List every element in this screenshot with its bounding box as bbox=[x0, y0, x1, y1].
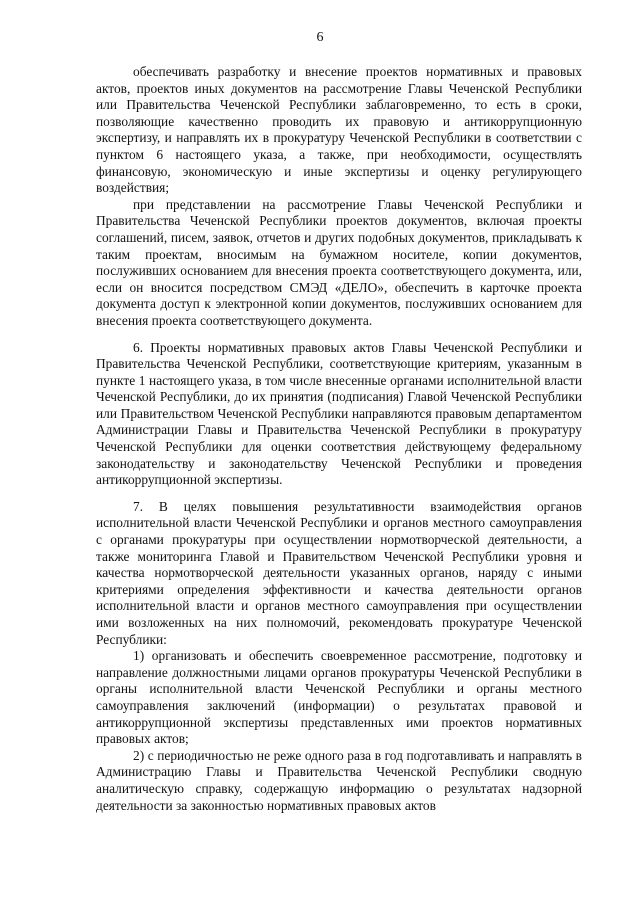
paragraph-project-submission: обеспечивать разработку и внесение проектов нормативных и правовых актов, проектов иных документов на рассмотрение Главы Чеченской Республики или Правительства Чеченской Республики заблаговременно, то есть в сроки, позволяющие качественно проводить их правовую и антикоррупционную экспертизу, и направлять их в прокуратуру Чеченской Республики в соответствии с пунктом 6 настоящего указа, а также, при необходимости, осуществлять финансовую, экономическую и иные экспертизы и оценку регулирующего воздействия; bbox=[96, 64, 582, 196]
paragraph-attachments: при представлении на рассмотрение Главы Чеченской Республики и Правительства Чеченской Республики проектов документов, включая проекты соглашений, писем, заявок, отчетов и других подобных документов, прикладывать к таким проектам, вносимым на бумажном носителе, копии документов, послуживших основанием для внесения проекта соответствующего документа, или, если он вносится посредством СМЭД «ДЕЛО», обеспечить в карточке проекта документа доступ к электронной копии документов, послуживших основанием для внесения проекта соответствующего документа. bbox=[96, 196, 582, 328]
paragraph-item-6: 6. Проекты нормативных правовых актов Главы Чеченской Республики и Правительства Чеченской Республики, соответствующие критериям, указанным в пункте 1 настоящего указа, в том числе внесенные органами исполнительной власти Чеченской Республики, до их принятия (подписания) Главой Чеченской Республики или Правительством Чеченской Республики направляются правовым департаментом Администрации Главы и Правительства Чеченской Республики в прокуратуру Чеченской Республики для оценки соответствия действующему федеральному законодательству и законодательству Чеченской Республики и проведения антикоррупционной экспертизы. bbox=[96, 339, 582, 488]
page-number: 6 bbox=[316, 30, 324, 45]
paragraph-subitem-2: 2) с периодичностью не реже одного раза в год подготавливать и направлять в Администрацию Главы и Правительства Чеченской Республики сводную аналитическую справку, содержащую информацию о результатах надзорной деятельности за законностью нормативных правовых актов bbox=[96, 747, 582, 813]
paragraph-subitem-1: 1) организовать и обеспечить своевременное рассмотрение, подготовку и направление должностными лицами органов прокуратуры Чеченской Республики в органы исполнительной власти Чеченской Республики и органы местного самоуправления заключений (информации) о результатах правовой и антикоррупционной экспертизы представленных ими проектов нормативных правовых актов; bbox=[96, 648, 582, 747]
paragraph-item-7: 7. В целях повышения результативности взаимодействия органов исполнительной власти Чеченской Республики и органов местного самоуправления с органами прокуратуры при осуществлении нормотворческой деятельности, а также мониторинга Главой и Правительством Чеченской Республики уровня и качества нормотворческой деятельности указанных органов, наряду с иными критериями определения эффективности и качества деятельности органов исполнительной власти и органов местного самоуправления при осуществлении ими возложенных на них полномочий, рекомендовать прокуратуре Чеченской Республики: bbox=[96, 498, 582, 647]
document-body bbox=[96, 64, 582, 814]
